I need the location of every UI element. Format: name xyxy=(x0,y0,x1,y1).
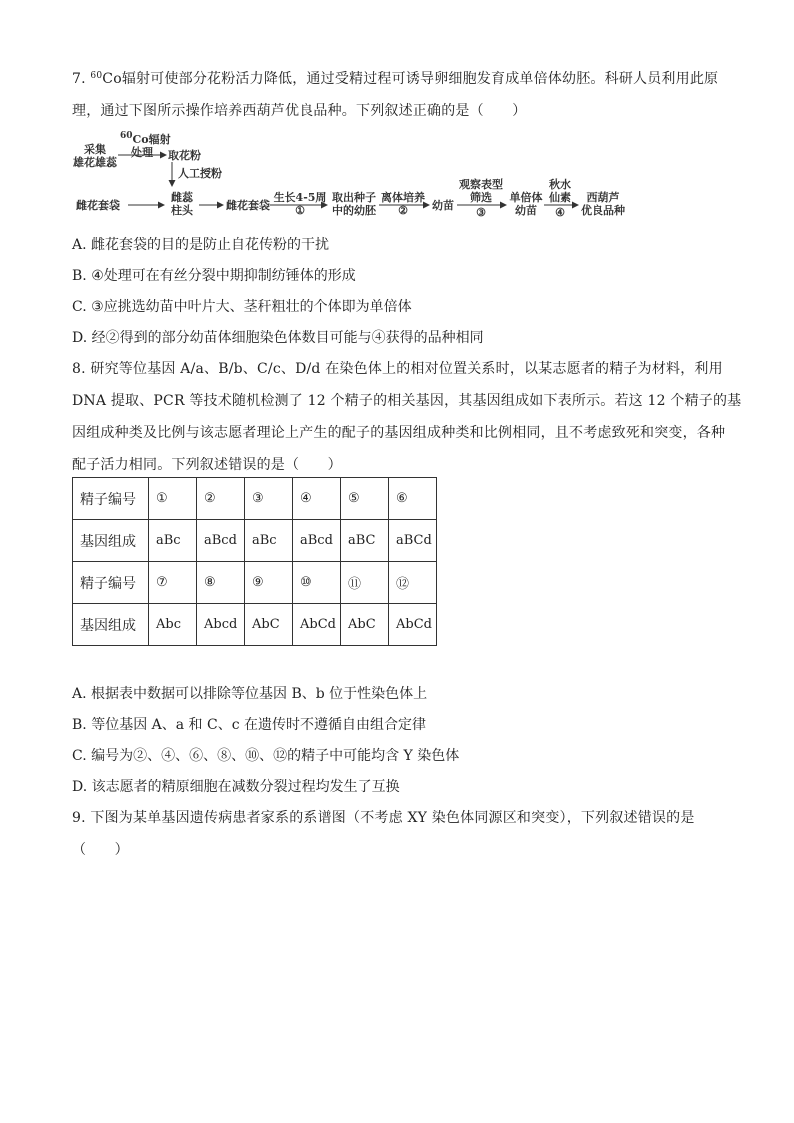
table-cell: AbCd xyxy=(389,604,437,646)
table-cell: ⑨ xyxy=(245,562,293,604)
question-8-line-2: DNA 提取、PCR 等技术随机检测了 12 个精子的相关基因，其基因组成如下表所示。若这 12 个精子的基 xyxy=(72,393,742,409)
question-8-option-b: B. 等位基因 A、a 和 C、c 在遗传时不遵循自由组合定律 xyxy=(72,717,426,733)
table-cell: aBcd xyxy=(197,520,245,562)
table-cell: ⑦ xyxy=(149,562,197,604)
grow-weeks-label: 生长4-5周 ① xyxy=(273,191,327,217)
seedling-label: 幼苗 xyxy=(432,199,454,212)
extract-embryo-label: 取出种子 中的幼胚 xyxy=(332,191,376,217)
table-cell: AbCd xyxy=(293,604,341,646)
question-8-line-4: 配子活力相同。下列叙述错误的是（ ） xyxy=(72,457,342,473)
table-cell: aBC xyxy=(341,520,389,562)
table-cell: aBcd xyxy=(293,520,341,562)
question-8-option-d: D. 该志愿者的精原细胞在减数分裂过程均发生了互换 xyxy=(72,779,400,795)
table-row xyxy=(73,478,437,520)
take-pollen-label: 取花粉 xyxy=(168,149,201,162)
colchicine-label: 秋水 仙素 ④ xyxy=(549,178,571,219)
sperm-genotype-table xyxy=(72,477,437,646)
stigma-label: 雌蕊 柱头 xyxy=(171,191,193,217)
question-8-line-1: 8. 研究等位基因 A/a、B/b、C/c、D/d 在染色体上的相对位置关系时，以某志愿者的精子为材料，利用 xyxy=(72,361,723,377)
question-8-line-3: 因组成种类及比例与该志愿者理论上产生的配子的基因组成种类和比例相同，且不考虑致死和突变，各种 xyxy=(72,425,726,441)
table-row xyxy=(73,520,437,562)
table-cell: aBc xyxy=(245,520,293,562)
table-cell: aBc xyxy=(149,520,197,562)
table-row xyxy=(73,604,437,646)
table-header-cell: 精子编号 xyxy=(73,562,149,604)
table-cell: Abc xyxy=(149,604,197,646)
question-8-stem xyxy=(72,353,742,481)
table-cell: ⑤ xyxy=(341,478,389,520)
female-bagging-label: 雌花套袋 xyxy=(76,199,120,212)
table-cell: AbC xyxy=(341,604,389,646)
question-9-line-2: （ ） xyxy=(72,842,129,858)
observe-select-label: 观察表型 筛选 ③ xyxy=(459,178,503,219)
table-header-cell: 基因组成 xyxy=(73,520,149,562)
table-cell: ⑪ xyxy=(341,562,389,604)
table-cell: AbC xyxy=(245,604,293,646)
table-cell: ⑫ xyxy=(389,562,437,604)
table-cell: ② xyxy=(197,478,245,520)
table-cell: ⑥ xyxy=(389,478,437,520)
table-cell: ③ xyxy=(245,478,293,520)
female-bagging-2-label: 雌花套袋 xyxy=(226,199,270,212)
question-7-option-b: B. ④处理可在有丝分裂中期抑制纺锤体的形成 xyxy=(72,268,356,284)
question-7-option-c: C. ③应挑选幼苗中叶片大、茎秆粗壮的个体即为单倍体 xyxy=(72,299,412,315)
table-header-cell: 基因组成 xyxy=(73,604,149,646)
co-radiation-label: $^{60}$Co辐射 处理 xyxy=(120,131,171,159)
in-vitro-culture-label: 离体培养 ② xyxy=(381,191,425,217)
table-cell: ① xyxy=(149,478,197,520)
table-cell: ④ xyxy=(293,478,341,520)
question-7-option-a: A. 雌花套袋的目的是防止自花传粉的干扰 xyxy=(72,237,330,253)
haploid-seedling-label: 单倍体 幼苗 xyxy=(509,191,543,217)
table-cell: ⑧ xyxy=(197,562,245,604)
table-cell: aBCd xyxy=(389,520,437,562)
collect-stamen-label: 采集 雄花雄蕊 xyxy=(73,143,117,169)
table-cell: Abcd xyxy=(197,604,245,646)
question-7-stem xyxy=(72,60,722,127)
question-7-line-1: 7. $^{60}$Co辐射可使部分花粉活力降低，通过受精过程可诱导卵细胞发育成单倍体幼胚。科研人员利用此原 xyxy=(72,71,719,87)
question-8-option-a: A. 根据表中数据可以排除等位基因 B、b 位于性染色体上 xyxy=(72,686,428,702)
artificial-pollination-label: 人工授粉 xyxy=(178,167,222,180)
table-row xyxy=(73,562,437,604)
superior-variety-label: 西葫芦 优良品种 xyxy=(581,191,625,217)
question-8-option-c: C. 编号为②、④、⑥、⑧、⑩、⑫的精子中可能均含 Y 染色体 xyxy=(72,748,460,764)
breeding-flow-diagram xyxy=(72,126,632,220)
question-9-line-1: 9. 下图为某单基因遗传病患者家系的系谱图（不考虑 XY 染色体同源区和突变），下列叙述错误的是 xyxy=(72,810,695,826)
question-7-option-d: D. 经②得到的部分幼苗体细胞染色体数目可能与④获得的品种相同 xyxy=(72,330,484,346)
question-7-line-2: 理，通过下图所示操作培养西葫芦优良品种。下列叙述正确的是（ ） xyxy=(72,103,527,119)
table-cell: ⑩ xyxy=(293,562,341,604)
table-header-cell: 精子编号 xyxy=(73,478,149,520)
question-9-stem xyxy=(72,802,722,866)
